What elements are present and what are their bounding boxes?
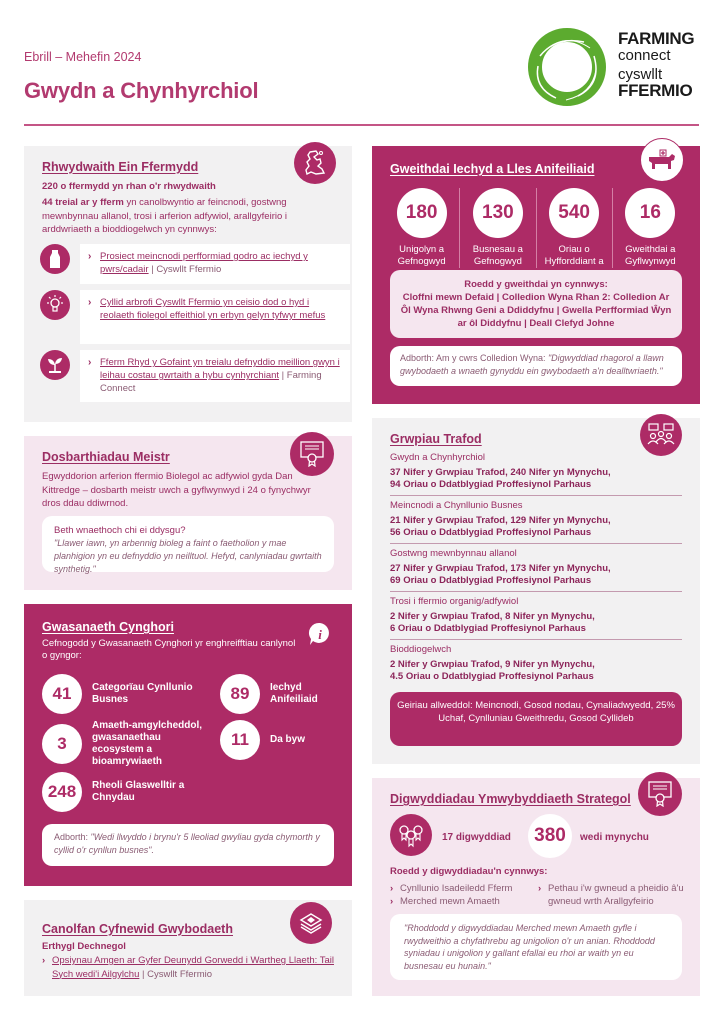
date-range: Ebrill – Mehefin 2024 [24, 50, 142, 64]
farms-count-line: 220 o ffermydd yn rhan o'r rhwydwaith [42, 181, 216, 192]
award-rosettes-icon [390, 814, 432, 856]
stat-value: 130 [473, 188, 523, 238]
group-stats-line1: 37 Nifer y Grwpiau Trafod, 240 Nifer yn Mynychu, [390, 467, 611, 478]
stat-training-hours [537, 188, 613, 268]
card-title: Dosbarthiadau Meistr [42, 450, 170, 464]
group-stats-line1: 2 Nifer y Grwpiau Trafod, 9 Nifer yn Mynychu, [390, 659, 595, 670]
advice-stat-agri-environment [42, 720, 212, 768]
stat-value: 540 [549, 188, 599, 238]
stat-label: Iechyd Anifeiliaid [270, 682, 318, 705]
discussion-group-icon [640, 414, 682, 456]
group-name: Trosi i ffermio organig/adfywiol [390, 596, 519, 607]
workshops-included-panel [390, 270, 682, 338]
advice-stat-business [42, 674, 202, 714]
logo-wordmark [618, 30, 694, 99]
list-item [40, 244, 334, 284]
feedback-prefix: Adborth: [54, 832, 91, 842]
layers-icon [290, 902, 332, 944]
stat-value: 3 [42, 724, 82, 764]
masterclass-description: Egwyddorion arferion ffermio Biolegol ac adfywiol gyda Dan Kittredge – dosbarth meistr uwch a gyflwynwyd i 24 o fynychwyr dros ddau ddiwrnod. [42, 471, 311, 509]
list-item: › Pethau i'w gwneud a pheidio â'u gwneud wrth Arallgyfeirio [538, 882, 686, 908]
group-stats-line2: 56 Oriau o Ddatblygiad Proffesiynol Parhaus [390, 526, 592, 538]
discussion-group-row [390, 548, 682, 592]
chevron-right-icon: › [88, 251, 92, 262]
group-name: Bioddiogelwch [390, 644, 452, 655]
wales-map-icon [294, 142, 336, 184]
advisory-feedback-panel [42, 824, 334, 866]
info-speech-icon [308, 622, 332, 646]
stat-label: Da byw [270, 734, 306, 745]
learning-feedback-panel [42, 516, 334, 572]
discussion-group-row [390, 500, 682, 544]
trials-text: yn canolbwyntio ar feincnodi, gostwng mewnbynnau allanol, trosi i arferion adfywiol, arallgyfeirio i arddwriaeth a bioddiogelwch yn cynnwys: [42, 197, 288, 235]
feedback-answer: "Llawer iawn, yn arbennig bioleg a faint o faetholion y mae planhigion yn eu defnyddio yn neilltuol. Hefyd, canlyniadau gwrtaith synthetig." [54, 538, 322, 574]
header-divider [24, 124, 699, 126]
stat-value: 248 [42, 772, 82, 812]
group-stats-line1: 2 Nifer y Grwpiau Trafod, 8 Nifer yn Mynychu, [390, 611, 595, 622]
article-link[interactable]: Fferm Rhyd y Gofaint yn treialu defnyddio meillion gwyn i leihau costau gwrtaith a hybu cynhyrchiant [100, 357, 340, 381]
stat-label: Gweithdai a Gyflwynwyd [625, 244, 676, 267]
card-title: Rhwydwaith Ein Ffermydd [42, 160, 199, 174]
group-name: Meincnodi a Chynllunio Busnes [390, 500, 523, 511]
stat-label: Busnesau a Gefnogwyd [472, 244, 523, 267]
discussion-group-row [390, 452, 682, 496]
masterclass-card [24, 436, 352, 590]
advice-stat-animal-health [220, 674, 340, 714]
cow-health-icon [640, 138, 684, 182]
discussion-group-row [390, 596, 682, 640]
stat-value: 41 [42, 674, 82, 714]
article-link[interactable]: Opsiynau Amgen ar Gyfer Deunydd Gorwedd i Wartheg Llaeth: Tail Sych wedi'i Ailgylchu [52, 955, 334, 980]
feedback-panel [390, 346, 682, 386]
source-label: | Cyswllt Ffermio [148, 264, 222, 275]
events-quote-panel: "Rhoddodd y digwyddiadau Merched mewn Amaeth gyfle i rwydweithio a chyfathrebu ag unigolion o'r un anian. Rhoddodd syniadau i unigolion y gallant efallai eu rhoi ar waith yn eu busnesau eu hunain." [390, 914, 682, 980]
card-title: Digwyddiadau Ymwybyddiaeth Strategol [390, 792, 631, 806]
card-title: Canolfan Cyfnewid Gwybodaeth [42, 922, 233, 936]
discussion-group-row [390, 644, 682, 687]
our-farms-network-card [24, 146, 352, 422]
chevron-right-icon: › [88, 297, 92, 308]
card-title: Gwasanaeth Cynghori [42, 620, 174, 634]
group-stats-line2: 69 Oriau o Ddatblygiad Proffesiynol Parhaus [390, 574, 592, 586]
plant-sprout-icon [40, 350, 70, 380]
svg-text:i: i [318, 627, 322, 642]
stat-value: 11 [220, 720, 260, 760]
group-stats-line2: 94 Oriau o Ddatblygiad Proffesiynol Parhaus [390, 478, 592, 490]
events-count: 17 digwyddiad [442, 832, 511, 843]
attended-label: wedi mynychu [580, 832, 649, 843]
list-item [42, 954, 338, 981]
group-stats-line1: 27 Nifer y Grwpiau Trafod, 173 Nifer yn Mynychu, [390, 563, 611, 574]
list-item-box [80, 350, 350, 402]
list-item-box [80, 290, 350, 344]
list-item: › Cynllunio Isadeiledd Fferm [390, 882, 530, 895]
group-stats-line2: 6 Oriau o Ddatblygiad Proffesiynol Parhaus [390, 622, 586, 634]
milk-bottle-icon [40, 244, 70, 274]
stat-label: Unigolyn a Gefnogwyd [397, 244, 446, 267]
stat-value: 89 [220, 674, 260, 714]
article-link[interactable]: Cyllid arbrofi Cyswllt Ffermio yn ceisio dod o hyd i reolaeth fiolegol effeithiol yn erbyn gelyn tyfwyr mefus [100, 297, 326, 321]
advisory-intro: Cefnogodd y Gwasanaeth Cynghori yr enghreifftiau canlynol o gyngor: [42, 638, 296, 661]
included-heading: Roedd y gweithdai yn cynnwys: [464, 279, 608, 290]
card-title: Grwpiau Trafod [390, 432, 482, 446]
logo-line-connect: connect [618, 47, 671, 64]
advisory-service-card [24, 604, 352, 886]
group-name: Gwydn a Chynhyrchiol [390, 452, 486, 463]
stat-value: 180 [397, 188, 447, 238]
feedback-quote: "Digwyddiad rhagorol a llawn gwybodaeth a wnaeth gynyddu ein gwybodaeth a'n dealltwriaeth." [400, 353, 664, 376]
article-link[interactable]: Prosiect meincnodi perfformiad godro ac iechyd y pwrs/cadair [100, 251, 308, 275]
stat-individuals [384, 188, 460, 268]
logo-ring-icon [526, 26, 608, 108]
lightbulb-icon [40, 290, 70, 320]
events-list-right [538, 882, 686, 908]
logo-line-farming: FARMING [618, 29, 695, 48]
page-header [0, 0, 724, 128]
list-item [40, 290, 334, 344]
stat-businesses [460, 188, 536, 268]
farming-connect-logo [526, 26, 712, 108]
keywords-panel: Geiriau allweddol: Meincnodi, Gosod nodau, Cynaliadwyedd, 25% Uchaf, Cynlluniau Gweithredu, Gosod Cyllideb [390, 692, 682, 746]
feedback-prefix: Adborth: Am y cwrs Colledion Wyna: [400, 353, 548, 363]
stat-label: Amaeth-amgylcheddol, gwasanaethau ecosystem a bioamrywiaeth [92, 720, 203, 767]
stat-value: 16 [625, 188, 675, 238]
feedback-question: Beth wnaethoch chi ei ddysgu? [54, 525, 186, 536]
logo-line-ffermio: FFERMIO [618, 81, 693, 100]
card-title: Gweithdai Iechyd a Lles Anifeiliaid [390, 162, 595, 176]
group-name: Gostwng mewnbynnau allanol [390, 548, 517, 559]
article-type: Erthygl Dechnegol [42, 941, 126, 952]
included-list: Cloffni mewn Defaid | Colledion Wyna Rhan 2: Colledion Ar Ôl Wyna Rhwng Geni a Ddiddyfnu | Gwella Perfformiad Ŵyn ar ôl Diddyfnu | Deall Clefyd Johne [400, 292, 672, 329]
stat-workshops [613, 188, 688, 268]
stat-label: Oriau o Hyfforddiant a [544, 244, 604, 267]
animal-health-workshops-card [372, 146, 700, 404]
knowledge-exchange-card [24, 900, 352, 996]
discussion-groups-card [372, 418, 700, 764]
trials-count: 44 treial ar y fferm [42, 197, 124, 208]
logo-line-cyswllt: cyswllt [618, 66, 663, 83]
list-item-box [80, 244, 350, 284]
advice-stat-livestock [220, 720, 340, 760]
source-label: | Farming Connect [100, 370, 322, 394]
feedback-quote: "Wedi llwyddo i brynu'r 5 lleoliad gwyliau gyda chymorth y cyllid o'r cynllun busnes". [54, 832, 320, 855]
strategic-awareness-events-card [372, 778, 700, 996]
source-label: | Cyswllt Ffermio [139, 968, 213, 980]
group-stats-line2: 4.5 Oriau o Ddatblygiad Proffesiynol Parhaus [390, 670, 594, 682]
list-item [40, 350, 340, 402]
attended-value: 380 [528, 814, 572, 858]
workshop-stats [384, 188, 688, 268]
advice-stat-grassland [42, 772, 202, 812]
stat-label: Rheoli Glaswelltir a Chnydau [92, 780, 185, 803]
events-list-left [390, 882, 530, 908]
trials-description [42, 196, 332, 237]
group-stats-line1: 21 Nifer y Grwpiau Trafod, 129 Nifer yn Mynychu, [390, 515, 611, 526]
page-title: Gwydn a Chynhyrchiol [24, 78, 259, 103]
certificate-icon [638, 772, 682, 816]
list-item: › Merched mewn Amaeth [390, 895, 530, 908]
chevron-right-icon: › [42, 955, 46, 966]
events-included-heading: Roedd y digwyddiadau'n cynnwys: [390, 866, 548, 877]
stat-label: Categorïau Cynllunio Busnes [92, 682, 193, 705]
chevron-right-icon: › [88, 357, 92, 368]
